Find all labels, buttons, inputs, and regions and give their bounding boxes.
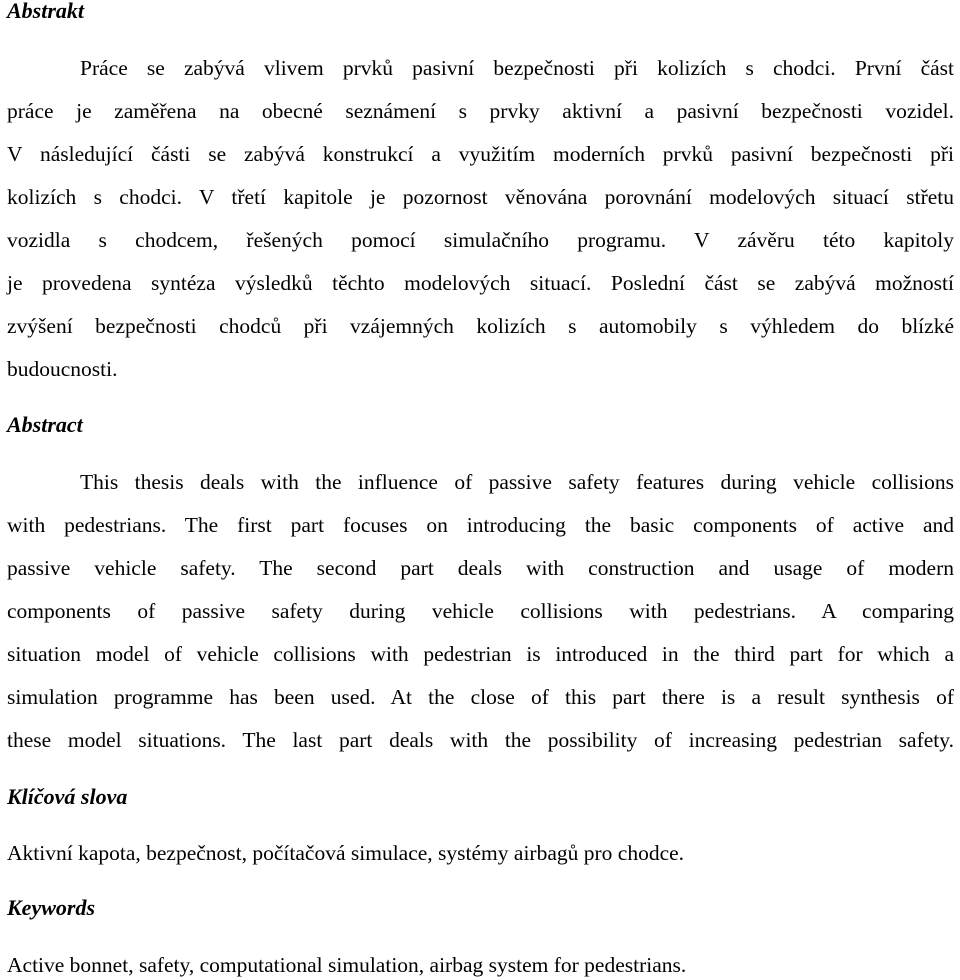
- abstract-line-7: these model situations. The last part deals with the possibility of increasing pedestrian safety.: [7, 728, 954, 752]
- abstrakt-line-3: V následující části se zabývá konstrukcí a využitím moderních prvků pasivní bezpečnosti při: [7, 142, 954, 166]
- klicova-slova-text: Aktivní kapota, bezpečnost, počítačová simulace, systémy airbagů pro chodce.: [7, 841, 685, 865]
- abstract-line-4: components of passive safety during vehicle collisions with pedestrians. A comparing: [7, 599, 954, 623]
- keywords-heading: Keywords: [7, 895, 95, 920]
- abstrakt-heading: Abstrakt: [7, 0, 85, 23]
- abstract-line-5: situation model of vehicle collisions with pedestrian is introduced in the third part for which a: [7, 642, 954, 666]
- abstract-heading: Abstract: [7, 412, 83, 437]
- abstract-line-3: passive vehicle safety. The second part deals with construction and usage of modern: [7, 556, 954, 580]
- abstrakt-line-4: kolizích s chodci. V třetí kapitole je pozornost věnována porovnání modelových situací střetu: [7, 185, 954, 209]
- abstrakt-line-1: Práce se zabývá vlivem prvků pasivní bezpečnosti při kolizích s chodci. První část: [80, 56, 954, 80]
- klicova-slova-heading: Klíčová slova: [7, 784, 128, 809]
- abstrakt-line-5: vozidla s chodcem, řešených pomocí simulačního programu. V závěru této kapitoly: [7, 228, 954, 252]
- abstrakt-line-6: je provedena syntéza výsledků těchto modelových situací. Poslední část se zabývá možností: [7, 271, 954, 295]
- keywords-text: Active bonnet, safety, computational simulation, airbag system for pedestrians.: [7, 953, 687, 977]
- abstract-line-1: This thesis deals with the influence of passive safety features during vehicle collisions: [80, 470, 954, 494]
- abstract-line-6: simulation programme has been used. At the close of this part there is a result synthesis of: [7, 685, 954, 709]
- abstract-line-2: with pedestrians. The first part focuses on introducing the basic components of active and: [7, 513, 954, 537]
- abstrakt-line-8: budoucnosti.: [7, 357, 118, 381]
- abstrakt-line-2: práce je zaměřena na obecné seznámení s prvky aktivní a pasivní bezpečnosti vozidel.: [7, 99, 954, 123]
- abstrakt-line-7: zvýšení bezpečnosti chodců při vzájemných kolizích s automobily s výhledem do blízké: [7, 314, 954, 338]
